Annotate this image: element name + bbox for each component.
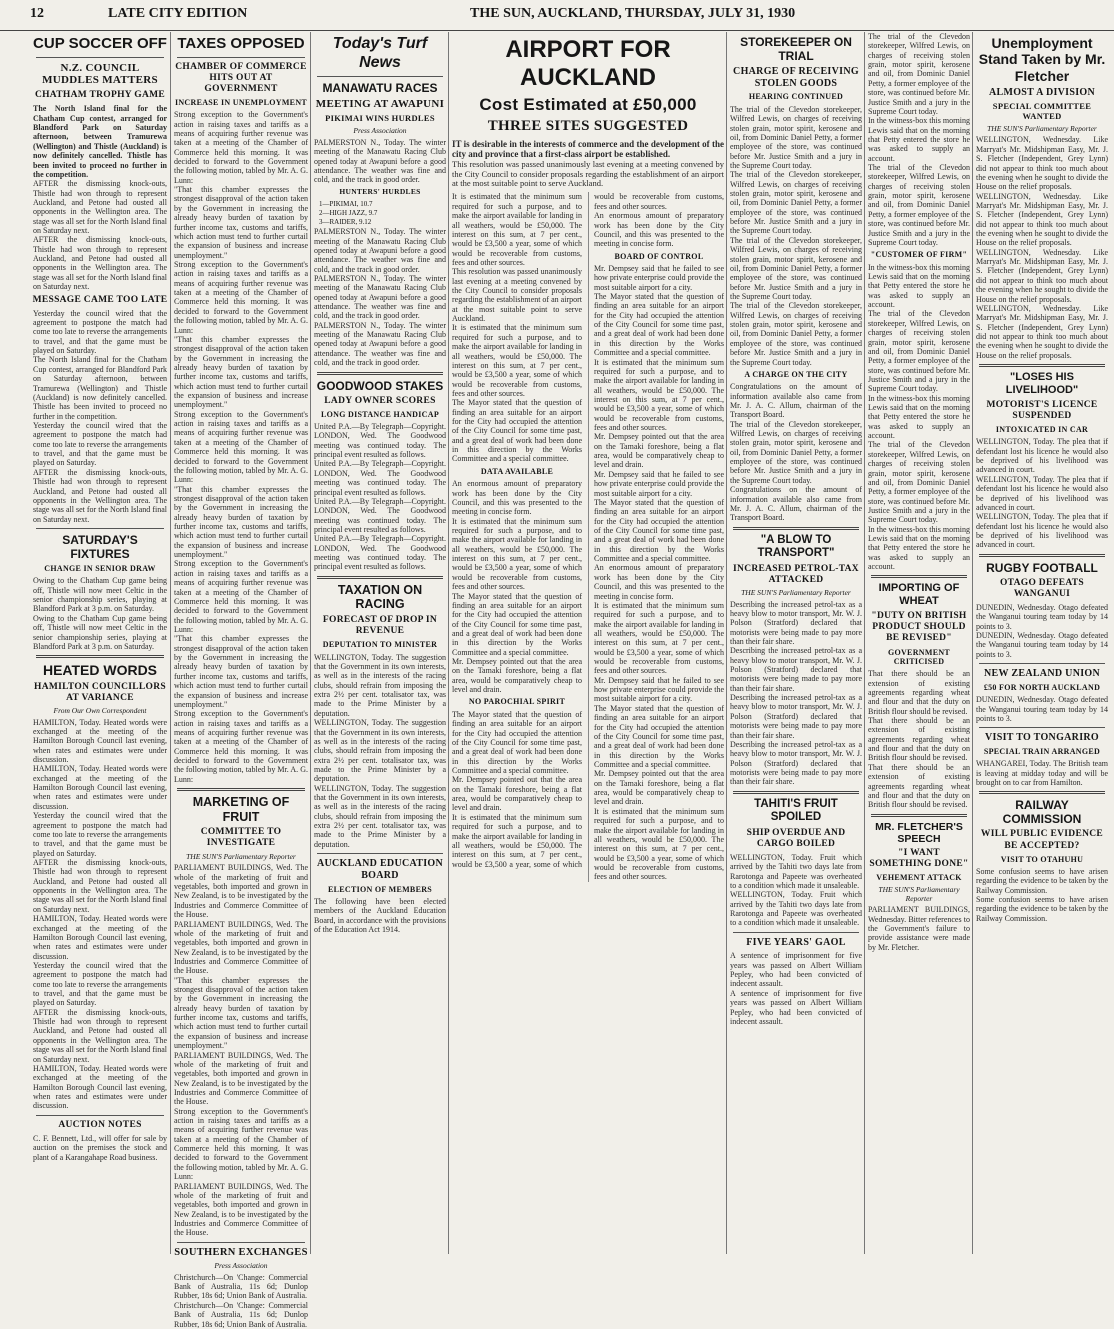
subhead-ship-overdue: SHIP OVERDUE AND CARGO BOILED	[746, 827, 846, 849]
result-line: 1—PIKIMAI, 10.7	[319, 199, 373, 208]
subhead-almost-division: ALMOST A DIVISION	[988, 87, 1096, 99]
headline-fixtures: SATURDAY'S FIXTURES	[62, 532, 138, 561]
subhead-hearing: HEARING CONTINUED	[748, 92, 844, 102]
article-text: WELLINGTON, Today. The plea that if defendant lost his licence he would also be deprived of his livelihood was advanced in court.	[976, 474, 1108, 512]
article-text: In the witness-box this morning Lewis said that on the morning that Petty entered the store he was asked to supply an account.	[868, 116, 970, 163]
article-text: WELLINGTON, Today. The suggestion that the Government in its own interests, as well as in the interests of the racing clubs, should refrain from imposing the extra 2½ per cent. totalisator tax, was made to the Prime Minister by a deputation.	[314, 783, 446, 849]
article-text: AFTER the dismissing knock-outs, Thistle had won through to represent Auckland, and Petone had ousted all opponents in the Wellington area. The stage was all set for the North Island final on Saturday next.	[33, 235, 167, 292]
article-text: The trial of the Clevedon storekeeper, Wilfred Lewis, on charges of receiving stolen grain, motor spirit, kerosene and oil, from Dominic Daniel Petty, a former employee of the store, was continued before Mr. Justice Smith and a jury in the Supreme Court today.	[730, 419, 862, 485]
article-text: HAMILTON, Today. Heated words were exchanged at the meeting of the Hamilton Borough Council last evening, when rates and estimates were under discussion.	[33, 1063, 167, 1111]
article-text: Mr. Dempsey pointed out that the area on the Tamaki foreshore, being a flat area, would be comparatively cheap to level and drain.	[594, 432, 724, 470]
race-title: HUNTERS' HURDLES	[339, 186, 421, 196]
article-text: Yesterday the council wired that the agreement to postpone the match had come too late to reverse the arrangements to travel, and that the game must be played on Saturday.	[33, 960, 167, 1008]
article-text: Strong exception to the Government's action in raising taxes and tariffs as a means of acquiring further revenue was taken at a meeting of the Chamber of Commerce held this morning. It was decided to forward to the Government the following motion, tabled by Mr. A. G. Lunn:	[174, 110, 308, 185]
article-text: The trial of the Clevedon storekeeper, Wilfred Lewis, on charges of receiving stolen grain, motor spirit, kerosene and oil, from Dominic Daniel Petty, a former employee of the store, was continued before Mr. Justice Smith and a jury in the Supreme Court today.	[868, 163, 970, 247]
headline-goodwood: GOODWOOD STAKES	[316, 378, 444, 393]
race-results	[319, 200, 441, 227]
article-text: The trial of the Clevedon storekeeper, Wilfred Lewis, on charges of receiving stolen grain, motor spirit, kerosene and oil, from Dominic Daniel Petty, a former employee of the store, was continued before Mr. Justice Smith and a jury in the Supreme Court today.	[730, 235, 862, 301]
subhead-criticised: GOVERNMENT CRITICISED	[887, 647, 951, 666]
article-text: The trial of the Clevedon storekeeper, Wilfred Lewis, on charges of receiving stolen grain, motor spirit, kerosene and oil, from Dominic Daniel Petty, a former employee of the store, was continued before Mr. Justice Smith and a jury in the Supreme Court today.	[730, 104, 862, 170]
headline-railway-commission: RAILWAY COMMISSION	[1002, 798, 1082, 827]
byline: THE SUN'S Parliamentary Reporter	[186, 851, 296, 861]
article-text: Christchurch—On 'Change: Commercial Bank of Australia, 11s 6d; Dunlop Rubber, 18s 6d; Union Bank of Australia.	[174, 1300, 308, 1329]
article-text: "That this chamber expresses the strongest disapproval of the action taken by the Government in increasing the already heavy burden of taxation by further income tax, customs and tariffs, which action must tend to further curtail the expansion of business and increase unemployment."	[174, 334, 308, 410]
headline-auction-notes: AUCTION NOTES	[58, 1119, 142, 1130]
subhead-message: MESSAGE CAME TOO LATE	[32, 294, 168, 305]
subhead-deputation: DEPUTATION TO MINISTER	[322, 640, 438, 650]
page-number: 12	[30, 6, 44, 21]
article-text: DUNEDIN, Wednesday. Otago defeated the Wanganui touring team today by 14 points to 3.	[976, 695, 1108, 723]
article-text: WHANGAREI, Today. The British team is leaving at midday today and will be brought on to car from Hamilton.	[976, 759, 1108, 787]
article-text: AFTER the dismissing knock-outs, Thistle had won through to represent Auckland, and Petone had ousted all opponents in the Wellington area. The stage was all set for the North Island final on Saturday next.	[33, 467, 167, 524]
headline-five-years: FIVE YEARS' GAOL	[746, 936, 846, 948]
article-text: Mr. Dempsey pointed out that the area on the Tamaki foreshore, being a flat area, would be comparatively cheap to level and drain.	[594, 769, 724, 807]
edition-label: LATE CITY EDITION	[108, 6, 248, 21]
article-text: Owing to the Chatham Cup game being off, Thistle will now meet Celtic in the senior championship series, playing at Blandford Park at 3 p.m. on Saturday.	[33, 576, 167, 614]
article-text: Congratulations on the amount of information available also came from Mr. J. A. C. Allum, chairman of the Transport Board.	[730, 485, 862, 523]
article-text: Yesterday the council wired that the agreement to postpone the match had come too late to reverse the arrangements to travel, and that the game must be played on Saturday.	[33, 811, 167, 858]
article-text: Owing to the Chatham Cup game being off, Thistle will now meet Celtic in the senior championship series, playing at Blandford Park at 3 p.m. on Saturday.	[33, 613, 167, 651]
masthead	[0, 0, 1114, 31]
article-text: The trial of the Clevedon storekeeper, Wilfred Lewis, on charges of receiving stolen grain, motor spirit, kerosene and oil, from Dominic Daniel Petty, a former employee of the store, was continued before Mr. Justice Smith and a jury in the Supreme Court today.	[730, 301, 862, 367]
article-text: That there should be an extension of existing agreements regarding wheat and flour and that the duty on British flour should be revised.	[868, 716, 970, 763]
subhead-vehement: VEHEMENT ATTACK	[876, 873, 962, 883]
article-text: HAMILTON, Today. Heated words were exchanged at the meeting of the Hamilton Borough Council last evening, when rates and estimates were under discussion.	[33, 717, 167, 765]
article-text: Mr. Dempsey said that he failed to see how private enterprise could provide the most suitable airport for a city.	[594, 469, 724, 498]
article-text: DUNEDIN, Wednesday. Otago defeated the Wanganui touring team today by 14 points to 3.	[976, 631, 1108, 659]
subhead-data: DATA AVAILABLE	[480, 466, 554, 476]
article-text: WELLINGTON, Today. The plea that if defendant lost his licence he would also be deprived of his livelihood was advanced in court.	[976, 437, 1108, 475]
article-text: Yesterday the council wired that the agreement to postpone the match had come too late to reverse the arrangements to travel, and that the game must be played on Saturday.	[33, 308, 167, 356]
column-7	[972, 32, 1111, 1254]
article-text: A sentence of imprisonment for five years was passed on Albert William Pepley, who had been convicted of indecent assault.	[730, 988, 862, 1026]
article-text: PALMERSTON N., Today. The winter meeting of the Manawatu Racing Club opened today at Awapuni before a good attendance. The weather was fine and cold, and the track in good order.	[314, 138, 446, 185]
article-text: The trial of the Clevedon storekeeper, Wilfred Lewis, on charges of receiving stolen grain, motor spirit, kerosene and oil, from Dominic Daniel Petty, a former employee of the store, was continued before Mr. Justice Smith and a jury in the Supreme Court today.	[730, 170, 862, 236]
byline: THE SUN'S Parliamentary Reporter	[741, 587, 851, 597]
headline-airport: AIRPORT FOR AUCKLAND	[505, 36, 671, 92]
subhead-cost: Cost Estimated at £50,000	[479, 95, 697, 115]
subhead-forecast: FORECAST OF DROP IN REVENUE	[322, 615, 438, 637]
article-text: United P.A.—By Telegraph—Copyright. LONDON, Wed. The Goodwood meeting was continued today. The principal event resulted as follows.	[314, 534, 446, 572]
article-text: Strong exception to the Government's action in raising taxes and tariffs as a means of acquiring further revenue was taken at a meeting of the Chamber of Commerce held this morning. It was decided to forward to the Government the following motion, tabled by Mr. A. G. Lunn:	[174, 409, 308, 485]
headline-manawatu: MANAWATU RACES	[322, 81, 438, 96]
article-text: The following have been elected members of the Auckland Education Board, in accordance with the provisions of the Education Act 1914.	[314, 896, 446, 934]
byline: From Our Own Correspondent	[53, 705, 147, 715]
subhead-something-done: "I WANT SOMETHING DONE"	[869, 848, 969, 870]
headline-turf-news: Today's Turf News	[332, 35, 428, 71]
subhead-chamber: CHAMBER OF COMMERCE HITS OUT AT GOVERNMENT	[175, 61, 307, 94]
article-text: DUNEDIN, Wednesday. Otago defeated the Wanganui touring team today by 14 points to 3.	[976, 602, 1108, 631]
article-text: The Mayor stated that the question of finding an area suitable for an airport for the City had occupied the attention of the City Council for some time past, and a great deal of work had been done in this direction by the Works Committee and a special committee.	[452, 398, 582, 464]
subhead-board-control: BOARD OF CONTROL	[614, 251, 704, 261]
headline-blow-transport: "A BLOW TO TRANSPORT"	[757, 533, 835, 560]
article-text: The Mayor stated that the question of finding an area suitable for an airport for the City had occupied the attention of the City Council for some time past, and a great deal of work had been done in this direction by the Works Committee and a special committee.	[594, 497, 724, 564]
article-text: WELLINGTON, Today. Fruit which arrived by the Tahiti two days late from Rarotonga and Papeete was overheated to a condition which made it unsaleable.	[730, 852, 862, 890]
article-text: Yesterday the council wired that the agreement to postpone the match had come too late to reverse the arrangements to travel, and that the game must be played on Saturday.	[33, 420, 167, 468]
headline-southern-exchanges: SOUTHERN EXCHANGES	[174, 1246, 308, 1258]
article-text: United P.A.—By Telegraph—Copyright. LONDON, Wed. The Goodwood meeting was continued today. The principal event resulted as follows.	[314, 422, 446, 460]
article-text: It is estimated that the minimum sum required for such a purpose, and to make the airport available for landing in all weathers, would be £50,000. The interest on this sum, at 7 per cent., would be £3,500 a year, some of which would be recoverable from customs, fees and other sources.	[594, 357, 724, 433]
article-text: Mr. Dempsey said that he failed to see how private enterprise could provide the most suitable airport for a city.	[594, 675, 724, 704]
headline-heated-words: HEATED WORDS	[42, 662, 158, 679]
article-text: PALMERSTON N., Today. The winter meeting of the Manawatu Racing Club opened today at Awapuni before a good attendance. The weather was fine and cold, and the track in good order.	[314, 227, 446, 274]
headline-importing-wheat: IMPORTING OF WHEAT	[878, 582, 960, 608]
article-text: That there should be an extension of existing agreements regarding wheat and flour and that the duty on British flour should be revised.	[868, 669, 970, 716]
subhead-no-parochial: NO PAROCHIAL SPIRIT	[468, 697, 566, 707]
subhead-lady: LADY OWNER SCORES	[324, 395, 436, 406]
subhead-increase: INCREASE IN UNEMPLOYMENT	[174, 97, 308, 107]
article-text: WELLINGTON, Wednesday. Like Marryat's Mr. Midshipman Easy, Mr. J. S. Fletcher (Independent, Grey Lynn) did not appear to think too much about the evening when he sought to divide the House on the relief proposals.	[976, 247, 1108, 304]
article-text: Describing the increased petrol-tax as a heavy blow to motor transport, Mr. W. J. Polson (Stratford) declared that motorists were being made to pay more than their fair share.	[730, 646, 862, 693]
subhead-intoxicated: INTOXICATED IN CAR	[995, 425, 1089, 435]
subhead-chatham: CHATHAM TROPHY GAME	[34, 90, 166, 101]
article-text: The Mayor stated that the question of finding an area suitable for an airport for the City had occupied the attention of the City Council for some time past, and a great deal of work had been done in this direction by the Works Committee and a special committee.	[594, 292, 724, 358]
headline-marketing-fruit: MARKETING OF FRUIT	[192, 795, 290, 824]
article-text: PARLIAMENT BUILDINGS, Wed. The whole of the marketing of fruit and vegetables, both imported and grown in New Zealand, is to be investigated by the Industries and Commerce Committee of the House.	[174, 863, 308, 920]
byline: Press Association	[353, 126, 407, 136]
article-text: Describing the increased petrol-tax as a heavy blow to motor transport, Mr. W. J. Polson (Stratford) declared that motorists were being made to pay more than their fair share.	[730, 693, 862, 740]
subhead-pikimai: PIKIMAI WINS HURDLES	[325, 113, 435, 124]
column-5	[726, 32, 865, 1254]
subhead-election: ELECTION OF MEMBERS	[327, 884, 433, 894]
article-text: Strong exception to the Government's action in raising taxes and tariffs as a means of acquiring further revenue was taken at a meeting of the Chamber of Commerce held this morning. It was decided to forward to the Government the following motion, tabled by Mr. A. G. Lunn:	[174, 1106, 308, 1182]
headline-tahiti-fruit: TAHITI'S FRUIT SPOILED	[754, 797, 838, 824]
article-text: Some confusion seems to have arisen regarding the evidence to be taken by the Railway Commission.	[976, 895, 1108, 923]
article-text: This resolution was passed unanimously last evening at a meeting convened by the City Council to consider proposals regarding the establishment of an airport at the most suitable point to serve Auckland.	[452, 267, 582, 324]
article-text: C. F. Bennett, Ltd., will offer for sale by auction on the premises the stock and plant of a Karangahape Road business.	[33, 1133, 167, 1162]
article-text: Strong exception to the Government's action in raising taxes and tariffs as a means of acquiring further revenue was taken at a meeting of the Chamber of Commerce held this morning. It was decided to forward to the Government the following motion, tabled by Mr. A. G. Lunn:	[174, 709, 308, 784]
article-text: The Mayor stated that the question of finding an area suitable for an airport for the City had occupied the attention of the City Council for some time past, and a great deal of work had been done in this direction by the Works Committee and a special committee.	[452, 591, 582, 657]
article-text: PARLIAMENT BUILDINGS, Wed. The whole of the marketing of fruit and vegetables, both imported and grown in New Zealand, is to be investigated by the Industries and Commerce Committee of the House.	[174, 1050, 308, 1107]
article-text: The North Island final for the Chatham Cup contest, arranged for Blandford Park on Saturday afternoon, between Tramurewa (Wellington) and Thistle (Auckland) is now definitely cancelled. Thistle has been invited to proceed no further in the competition.	[33, 355, 167, 421]
headline-tongariro: VISIT TO TONGARIRO	[985, 732, 1099, 744]
byline: THE SUN'S Parliamentary Reporter	[878, 884, 960, 903]
headline-nz-union: NEW ZEALAND UNION	[983, 668, 1101, 680]
subhead-committee: COMMITTEE TO INVESTIGATE	[200, 827, 282, 849]
subhead-three-sites: THREE SITES SUGGESTED	[487, 118, 689, 135]
article-text: "That this chamber expresses the strongest disapproval of the action taken by the Government in increasing the already heavy burden of taxation by further income tax, customs and tariffs, which action must tend to further curtail the expansion of business and increase unemployment."	[174, 185, 308, 260]
subhead-hamilton: HAMILTON COUNCILLORS AT VARIANCE	[34, 681, 166, 703]
article-text: PALMERSTON N., Today. The winter meeting of the Manawatu Racing Club opened today at Awapuni before a good attendance. The weather was fine and cold, and the track in good order.	[314, 320, 446, 368]
headline-cup-soccer: CUP SOCCER OFF	[33, 35, 167, 52]
article-text: United P.A.—By Telegraph—Copyright. LONDON, Wed. The Goodwood meeting was continued today. The principal event resulted as follows.	[314, 459, 446, 497]
subhead-otahuhu: VISIT TO OTAHUHU	[1000, 854, 1084, 864]
article-text: PALMERSTON N., Today. The winter meeting of the Manawatu Racing Club opened today at Awapuni before a good attendance. The weather was fine and cold, and the track in good order.	[314, 273, 446, 321]
headline-loses-livelihood: "LOSES HIS LIVELIHOOD"	[1005, 371, 1079, 396]
article-text: WELLINGTON, Today. Fruit which arrived by the Tahiti two days late from Rarotonga and Papeete was overheated to a condition which made it unsaleable.	[730, 890, 862, 928]
headline-fletcher-speech: MR. FLETCHER'S SPEECH	[875, 820, 963, 845]
article-text: Mr. Dempsey said that he failed to see how private enterprise could provide the most suitable airport for a city.	[594, 263, 724, 292]
article-text: The Mayor stated that the question of finding an area suitable for an airport for the City had occupied the attention of the City Council for some time past, and a great deal of work had been done in this direction by the Works Committee and a special committee.	[452, 709, 582, 775]
headline-rugby: RUGBY FOOTBALL	[986, 560, 1098, 575]
article-text: It is estimated that the minimum sum required for such a purpose, and to make the airport available for landing in all weathers, would be £50,000. The interest on this sum, at 7 per cent., would be £3,500 a year, some of which would be recoverable from customs, fees and other sources.	[452, 323, 582, 398]
article-text: Mr. Dempsey pointed out that the area on the Tamaki foreshore, being a flat area, would be comparatively cheap to level and drain.	[452, 657, 582, 695]
article-text: "That this chamber expresses the strongest disapproval of the action taken by the Government in increasing the already heavy burden of taxation by further income tax, customs and tariffs, which action must tend to further curtail the expansion of business and increase unemployment."	[174, 975, 308, 1051]
article-text: Some confusion seems to have arisen regarding the evidence to be taken by the Railway Commission.	[976, 866, 1108, 895]
article-text: WELLINGTON, Today. The suggestion that the Government in its own interests, as well as in the interests of the racing clubs, should refrain from imposing the extra 2½ per cent. totalisator tax, was made to the Prime Minister by a deputation.	[314, 718, 446, 784]
lead-paragraph: IT is desirable in the interests of commerce and the development of the city and province that a first-class airport be established.	[452, 138, 724, 160]
subhead-public-evidence: WILL PUBLIC EVIDENCE BE ACCEPTED?	[980, 829, 1104, 851]
article-text: It is estimated that the minimum sum required for such a purpose, and to make the airport available for landing in all weathers, would be £50,000. The interest on this sum, at 7 per cent., would be £3,500 a year, some of which would be recoverable from customs, fees and other sources.	[594, 806, 724, 882]
subhead-special-committee: SPECIAL COMMITTEE WANTED	[992, 100, 1092, 121]
article-text: AFTER the dismissing knock-outs, Thistle had won through to represent Auckland, and Petone had ousted all opponents in the Wellington area. The stage was all set for the North Island final on Saturday next.	[33, 857, 167, 914]
article-text: An enormous amount of preparatory work has been done by the City Council, and this was presented to the meeting in concise form.	[594, 563, 724, 601]
article-text: HAMILTON, Today. Heated words were exchanged at the meeting of the Hamilton Borough Council last evening, when rates and estimates were under discussion.	[33, 914, 167, 961]
byline: Press Association	[214, 1261, 268, 1270]
article-text: The Mayor stated that the question of finding an area suitable for an airport for the City had occupied the attention of the City Council for some time past, and a great deal of work had been done in this direction by the Works Committee and a special committee.	[594, 703, 724, 769]
column-2	[170, 32, 311, 1329]
article-text: Congratulations on the amount of information available also came from Mr. J. A. C. Allum, chairman of the Transport Board.	[730, 382, 862, 420]
article-text: WELLINGTON, Wednesday. Like Marryat's Mr. Midshipman Easy, Mr. J. S. Fletcher (Independent, Grey Lynn) did not appear to think too much about the evening when he sought to divide the House on the relief proposals.	[976, 303, 1108, 360]
article-text: Describing the increased petrol-tax as a heavy blow to motor transport, Mr. W. J. Polson (Stratford) declared that motorists were being made to pay more than their fair share.	[730, 739, 862, 787]
article-text: An enormous amount of preparatory work has been done by the City Council, and this was presented to the meeting in concise form.	[594, 211, 724, 249]
subhead-otago: OTAGO DEFEATS WANGANUI	[999, 577, 1085, 599]
article-text: In the witness-box this morning Lewis said that on the morning that Petty entered the store he was asked to supply an account.	[868, 524, 970, 572]
article-text: Describing the increased petrol-tax as a heavy blow to motor transport, Mr. W. J. Polson (Stratford) declared that motorists were being made to pay more than their fair share.	[730, 599, 862, 646]
column-4-lead	[448, 32, 727, 1254]
article-text: PARLIAMENT BUILDINGS, Wed. The whole of the marketing of fruit and vegetables, both imported and grown in New Zealand, is to be investigated by the Industries and Commerce Committee of the House.	[174, 919, 308, 976]
article-text: Mr. Dempsey pointed out that the area on the Tamaki foreshore, being a flat area, would be comparatively cheap to level and drain.	[452, 775, 582, 813]
article-text: "That this chamber expresses the strongest disapproval of the action taken by the Government in increasing the already heavy burden of taxation by further income tax, customs and tariffs, which action must tend to further curtail the expansion of business and increase unemployment."	[174, 634, 308, 709]
subhead-senior: CHANGE IN SENIOR DRAW	[44, 564, 156, 573]
headline-unemployment-stand: Unemployment Stand Taken by Mr. Fletcher	[978, 35, 1106, 84]
article-text: AFTER the dismissing knock-outs, Thistle had won through to represent Auckland, and Petone had ousted all opponents in the Wellington area. The stage was all set for the North Island final on Saturday next.	[33, 1007, 167, 1064]
article-text: It is estimated that the minimum sum required for such a purpose, and to make the airport available for landing in all weathers, would be £50,000. The interest on this sum, at 7 per cent., would be £3,500 a year, some of which would be recoverable from customs, fees and other sources.	[452, 192, 724, 869]
paper-dateline: THE SUN, AUCKLAND, THURSDAY, JULY 31, 1930	[470, 6, 796, 21]
article-text: It is estimated that the minimum sum required for such a purpose, and to make the airport available for landing in all weathers, would be £50,000. The interest on this sum, at 7 per cent., would be £3,500 a year, some of which would be recoverable from customs, fees and other sources.	[452, 192, 582, 267]
article-text: PARLIAMENT BUILDINGS, Wed. The whole of the marketing of fruit and vegetables, both imported and grown in New Zealand, is to be investigated by the Industries and Commerce Committee of the House.	[174, 1181, 308, 1238]
subhead-motorist: MOTORIST'S LICENCE SUSPENDED	[986, 399, 1098, 421]
article-text: It is estimated that the minimum sum required for such a purpose, and to make the airport available for landing in all weathers, would be £50,000. The interest on this sum, at 7 per cent., would be £3,500 a year, some of which would be recoverable from customs, fees and other sources.	[594, 600, 724, 676]
result-line: 3—RAIDER, 9.12	[319, 217, 372, 226]
article-text: WELLINGTON, Wednesday. Like Marryat's Mr. Midshipman Easy, Mr. J. S. Fletcher (Independent, Grey Lynn) did not appear to think too much about the evening when he sought to divide the House on the relief proposals.	[976, 135, 1108, 192]
article-text: A sentence of imprisonment for five years was passed on Albert William Pepley, who had been convicted of indecent assault.	[730, 951, 862, 989]
article-text: This resolution was passed unanimously last evening at a meeting convened by the City Council to consider proposals regarding the establishment of an airport at the most suitable point to serve Auckland.	[452, 158, 724, 189]
subhead-customer: "CUSTOMER OF FIRM"	[870, 250, 968, 260]
column-6	[864, 32, 973, 1254]
article-text: The North Island final for the Chatham Cup contest, arranged for Blandford Park on Saturday afternoon, between Tramurewa (Wellington) and Thistle (Auckland) is now definitely cancelled. Thistle has been invited to proceed no further in the competition.	[33, 104, 167, 179]
subhead-charge-city: A CHARGE ON THE CITY	[744, 369, 848, 379]
article-text: Christchurch—On 'Change: Commercial Bank of Australia, 11s 6d; Dunlop Rubber, 18s 6d; Union Bank of Australia.	[174, 1272, 308, 1301]
column-1	[30, 32, 170, 1254]
article-text: The trial of the Clevedon storekeeper, Wilfred Lewis, on charges of receiving stolen grain, motor spirit, kerosene and oil, from Dominic Daniel Petty, a former employee of the store, was continued before Mr. Justice Smith and a jury in the Supreme Court today.	[868, 440, 970, 525]
subhead-50-north: £50 FOR NORTH AUCKLAND	[983, 682, 1101, 692]
subhead-receiving: CHARGE OF RECEIVING STOLEN GOODS	[733, 66, 859, 89]
headline-taxation-racing: TAXATION ON RACING	[337, 582, 423, 612]
column-3	[310, 32, 449, 1254]
subhead-long-distance: LONG DISTANCE HANDICAP	[320, 409, 440, 419]
article-text: In the witness-box this morning Lewis said that on the morning that Petty entered the store he was asked to supply an account.	[868, 262, 970, 310]
article-text: WELLINGTON, Today. The plea that if defendant lost his licence he would also be deprived of his livelihood was advanced in court.	[976, 512, 1108, 550]
article-text: WELLINGTON, Today. The suggestion that the Government in its own interests, as well as in the interests of the racing clubs, should refrain from imposing the extra 2½ per cent. totalisator tax, was made to the Prime Minister by a deputation.	[314, 652, 446, 718]
article-text: AFTER the dismissing knock-outs, Thistle had won through to represent Auckland, and Petone had ousted all opponents in the Wellington area. The stage was all set for the North Island final on Saturday next.	[33, 179, 167, 236]
article-text: Strong exception to the Government's action in raising taxes and tariffs as a means of acquiring further revenue was taken at a meeting of the Chamber of Commerce held this morning. It was decided to forward to the Government the following motion, tabled by Mr. A. G. Lunn:	[174, 259, 308, 335]
subhead-awapuni: MEETING AT AWAPUNI	[315, 98, 445, 111]
result-line: 2—HIGH JAZZ, 9.7	[319, 208, 378, 217]
article-text: The trial of the Clevedon storekeeper, Wilfred Lewis, on charges of receiving stolen grain, motor spirit, kerosene and oil, from Dominic Daniel Petty, a former employee of the store, was continued before Mr. Justice Smith and a jury in the Supreme Court today.	[868, 32, 970, 116]
article-text: Strong exception to the Government's action in raising taxes and tariffs as a means of acquiring further revenue was taken at a meeting of the Chamber of Commerce held this morning. It was decided to forward to the Government the following motion, tabled by Mr. A. G. Lunn:	[174, 559, 308, 634]
article-text: That there should be an extension of existing agreements regarding wheat and flour and that the duty on British flour should be revised.	[868, 762, 970, 810]
subhead-petrol-tax: INCREASED PETROL-TAX ATTACKED	[733, 563, 859, 585]
article-text: HAMILTON, Today. Heated words were exchanged at the meeting of the Hamilton Borough Council last evening, when rates and estimates were under discussion.	[33, 764, 167, 811]
subhead-duty: "DUTY ON BRITISH PRODUCT SHOULD BE REVISED"	[871, 611, 967, 644]
headline-storekeeper: STOREKEEPER ON TRIAL	[740, 35, 852, 64]
subhead-special-train: SPECIAL TRAIN ARRANGED	[983, 746, 1101, 756]
article-text: In the witness-box this morning Lewis said that on the morning that Petty entered the store he was asked to supply an account.	[868, 393, 970, 441]
headline-education-board: AUCKLAND EDUCATION BOARD	[316, 858, 444, 881]
article-text: United P.A.—By Telegraph—Copyright. LONDON, Wed. The Goodwood meeting was continued today. The principal event resulted as follows.	[314, 496, 446, 534]
article-text: WELLINGTON, Wednesday. Like Marryat's Mr. Midshipman Easy, Mr. J. S. Fletcher (Independent, Grey Lynn) did not appear to think too much about the evening when he sought to divide the House on the relief proposals.	[976, 191, 1108, 248]
article-text: An enormous amount of preparatory work has been done by the City Council, and this was presented to the meeting in concise form.	[452, 479, 582, 517]
article-text: It is estimated that the minimum sum required for such a purpose, and to make the airport available for landing in all weathers, would be £50,000. The interest on this sum, at 7 per cent., would be £3,500 a year, some of which would be recoverable from customs, fees and other sources.	[452, 516, 582, 592]
article-text: "That this chamber expresses the strongest disapproval of the action taken by the Government in increasing the already heavy burden of taxation by further income tax, customs and tariffs, which action must tend to further curtail the expansion of business and increase unemployment."	[174, 484, 308, 560]
byline: THE SUN'S Parliamentary Reporter	[987, 123, 1097, 133]
article-text: PARLIAMENT BUILDINGS, Wednesday. Bitter references to the Government's failure to provide assistance were made by Mr. Fletcher.	[868, 905, 970, 952]
headline-council-muddles: N.Z. COUNCIL MUDDLES MATTERS	[42, 61, 158, 87]
lead-body	[449, 192, 727, 881]
headline-taxes-opposed: TAXES OPPOSED	[177, 35, 305, 52]
article-text: The trial of the Clevedon storekeeper, Wilfred Lewis, on charges of receiving stolen grain, motor spirit, kerosene and oil, from Dominic Daniel Petty, a former employee of the store, was continued before Mr. Justice Smith and a jury in the Supreme Court today.	[868, 309, 970, 394]
